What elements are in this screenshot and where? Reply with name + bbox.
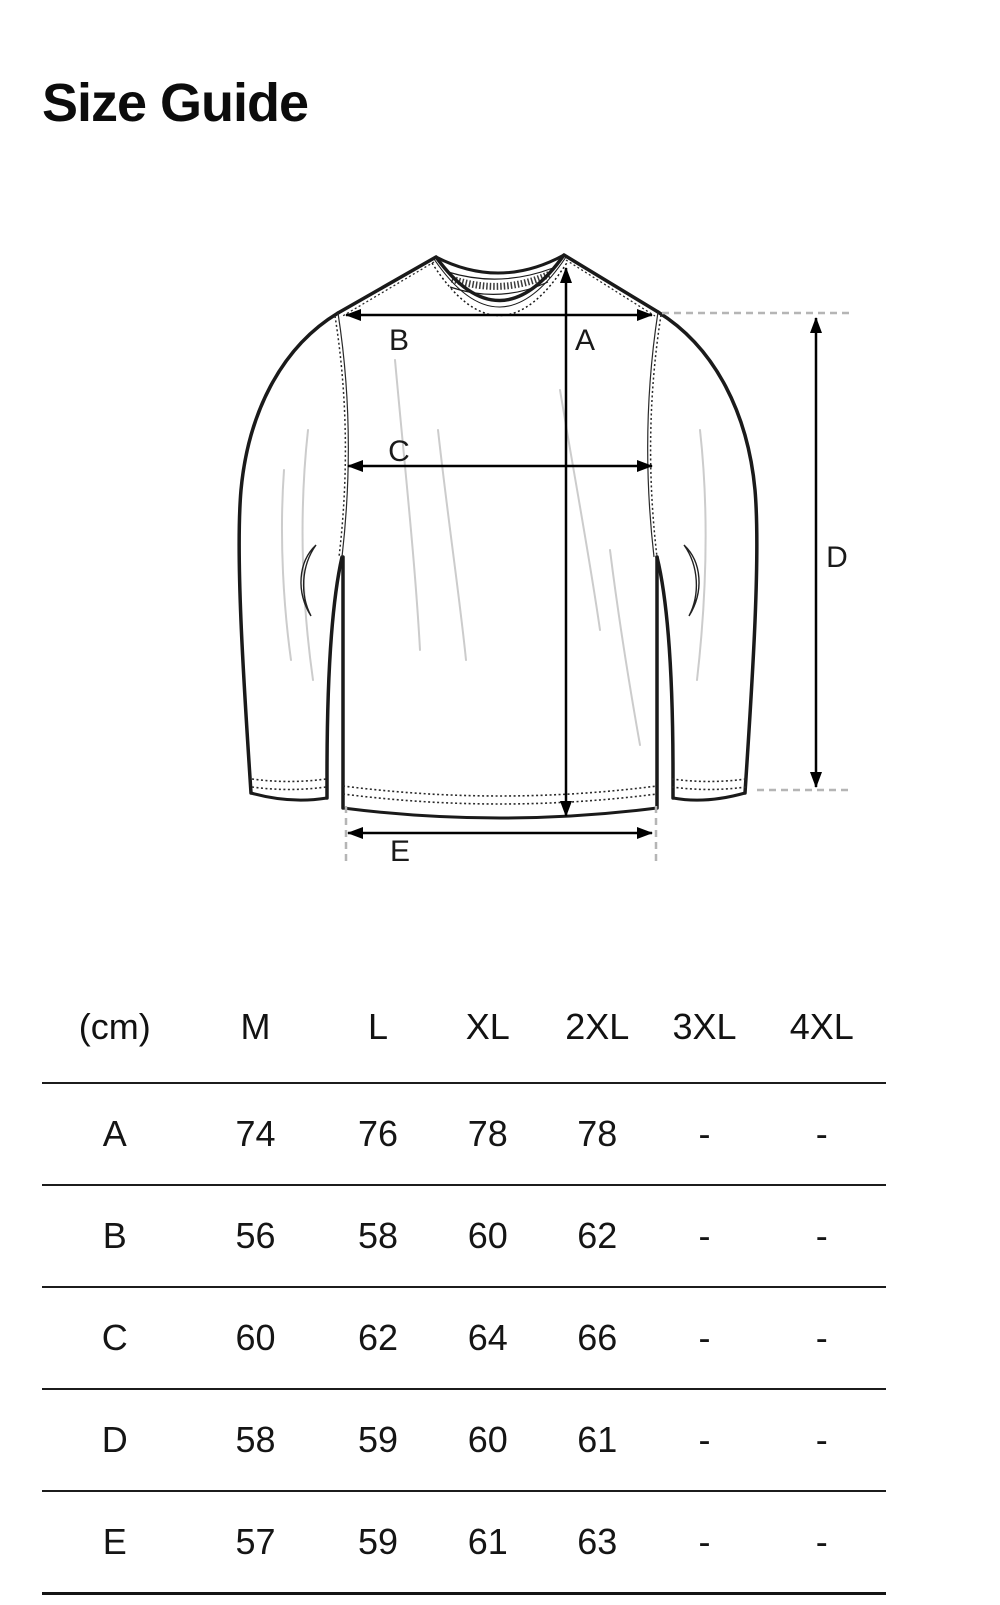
column-header: 3XL xyxy=(672,1006,737,1047)
value-cell: - xyxy=(815,1215,828,1256)
collar xyxy=(432,255,568,316)
row-label: E xyxy=(102,1521,127,1562)
value-cell: 76 xyxy=(357,1113,399,1154)
value-cell: 74 xyxy=(235,1113,276,1154)
value-cell: 78 xyxy=(577,1113,618,1154)
table-row xyxy=(42,1184,886,1286)
table-row xyxy=(42,1490,886,1592)
column-header: L xyxy=(367,1006,389,1047)
row-label: D xyxy=(101,1419,128,1460)
value-cell: 64 xyxy=(467,1317,508,1358)
shirt-outline xyxy=(239,255,757,818)
row-label: C xyxy=(101,1317,128,1358)
table-row xyxy=(42,1388,886,1490)
value-cell: - xyxy=(698,1419,711,1460)
value-cell: 60 xyxy=(467,1215,508,1256)
row-label: B xyxy=(102,1215,127,1256)
value-cell: 59 xyxy=(357,1419,399,1460)
label-c: C xyxy=(388,435,410,468)
table-row xyxy=(42,1286,886,1388)
value-cell: 61 xyxy=(467,1521,508,1562)
value-cell: 63 xyxy=(577,1521,618,1562)
value-cell: - xyxy=(698,1521,711,1562)
column-header: XL xyxy=(465,1006,510,1047)
value-cell: - xyxy=(698,1113,711,1154)
value-cell: - xyxy=(698,1317,711,1358)
label-b: B xyxy=(388,324,410,357)
value-cell: 60 xyxy=(235,1317,276,1358)
elbow-crease-marks xyxy=(301,545,699,616)
value-cell: 61 xyxy=(577,1419,618,1460)
label-a: A xyxy=(574,324,596,357)
value-cell: 62 xyxy=(357,1317,399,1358)
column-header: 4XL xyxy=(789,1006,854,1047)
label-d: D xyxy=(826,541,848,574)
table-row xyxy=(42,1082,886,1184)
label-e: E xyxy=(389,835,411,868)
value-cell: - xyxy=(815,1419,828,1460)
value-cell: 58 xyxy=(357,1215,399,1256)
value-cell: 78 xyxy=(467,1113,508,1154)
value-cell: - xyxy=(815,1317,828,1358)
column-header: M xyxy=(240,1006,271,1047)
measurement-labels xyxy=(388,324,848,868)
value-cell: 60 xyxy=(467,1419,508,1460)
size-table xyxy=(42,972,886,1595)
column-header: 2XL xyxy=(565,1006,630,1047)
value-cell: 56 xyxy=(235,1215,276,1256)
value-cell: - xyxy=(815,1521,828,1562)
value-cell: 59 xyxy=(357,1521,399,1562)
page-title: Size Guide xyxy=(42,73,309,133)
dashed-guide-lines xyxy=(346,313,853,866)
row-label: A xyxy=(102,1113,127,1154)
value-cell: 62 xyxy=(577,1215,618,1256)
value-cell: 66 xyxy=(577,1317,618,1358)
unit-header: (cm) xyxy=(78,1006,151,1047)
size-table-header-row xyxy=(42,972,886,1082)
value-cell: 58 xyxy=(235,1419,276,1460)
value-cell: - xyxy=(815,1113,828,1154)
shirt-size-diagram xyxy=(150,230,870,880)
value-cell: - xyxy=(698,1215,711,1256)
fabric-shade-lines xyxy=(282,360,706,745)
value-cell: 57 xyxy=(235,1521,276,1562)
